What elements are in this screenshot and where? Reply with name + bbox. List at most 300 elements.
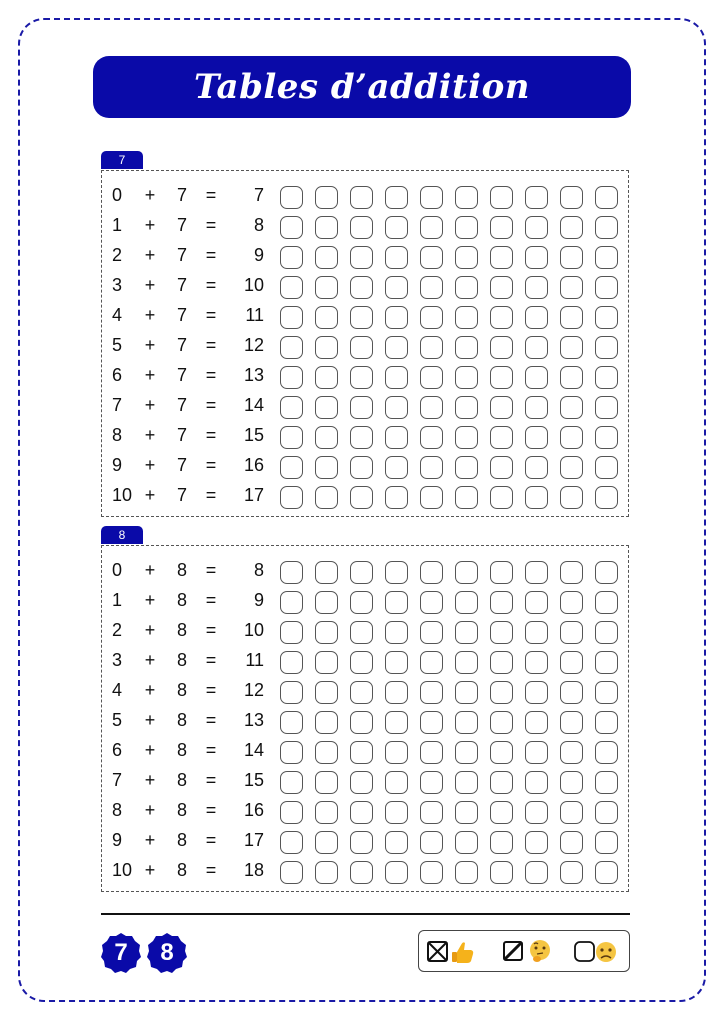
practice-box[interactable]: [280, 276, 303, 299]
practice-box[interactable]: [350, 396, 373, 419]
practice-box[interactable]: [315, 426, 338, 449]
practice-box[interactable]: [560, 276, 583, 299]
practice-box[interactable]: [420, 336, 443, 359]
practice-box[interactable]: [595, 306, 618, 329]
plus-sign: +: [144, 560, 156, 580]
practice-box[interactable]: [315, 561, 338, 584]
practice-box[interactable]: [280, 771, 303, 794]
practice-box[interactable]: [315, 801, 338, 824]
footer-divider: [101, 913, 630, 915]
practice-box[interactable]: [560, 681, 583, 704]
addend-b: 7: [176, 485, 187, 505]
practice-box[interactable]: [560, 621, 583, 644]
practice-box[interactable]: [420, 621, 443, 644]
practice-box[interactable]: [315, 711, 338, 734]
addend-b: 8: [176, 770, 187, 790]
practice-box[interactable]: [280, 651, 303, 674]
practice-box[interactable]: [595, 366, 618, 389]
practice-box[interactable]: [595, 741, 618, 764]
practice-box[interactable]: [595, 216, 618, 239]
sum-result: 11: [245, 650, 264, 670]
practice-box[interactable]: [490, 681, 513, 704]
practice-box[interactable]: [525, 621, 548, 644]
practice-box[interactable]: [490, 216, 513, 239]
sum-result: 14: [243, 740, 264, 760]
plus-sign: +: [144, 395, 156, 415]
practice-box[interactable]: [525, 771, 548, 794]
addend-a: 5: [112, 710, 123, 730]
practice-box[interactable]: [525, 486, 548, 509]
practice-box[interactable]: [490, 426, 513, 449]
practice-box[interactable]: [420, 591, 443, 614]
table-row: [102, 480, 628, 510]
practice-box[interactable]: [420, 861, 443, 884]
practice-box[interactable]: [455, 771, 478, 794]
practice-box[interactable]: [385, 591, 408, 614]
practice-box[interactable]: [455, 486, 478, 509]
practice-box[interactable]: [385, 711, 408, 734]
practice-box[interactable]: [525, 651, 548, 674]
practice-box[interactable]: [595, 681, 618, 704]
equals-sign: =: [205, 800, 217, 820]
practice-box[interactable]: [350, 801, 373, 824]
practice-box[interactable]: [560, 651, 583, 674]
plus-sign: +: [144, 215, 156, 235]
practice-box[interactable]: [560, 861, 583, 884]
practice-box[interactable]: [350, 831, 373, 854]
practice-box[interactable]: [350, 711, 373, 734]
practice-box[interactable]: [455, 711, 478, 734]
practice-box[interactable]: [350, 366, 373, 389]
practice-box[interactable]: [455, 621, 478, 644]
practice-box[interactable]: [455, 561, 478, 584]
plus-sign: +: [144, 245, 156, 265]
practice-box[interactable]: [385, 396, 408, 419]
practice-box[interactable]: [525, 306, 548, 329]
practice-box[interactable]: [525, 861, 548, 884]
practice-box[interactable]: [525, 456, 548, 479]
addend-b: 7: [176, 395, 187, 415]
practice-box[interactable]: [350, 426, 373, 449]
practice-box[interactable]: [525, 216, 548, 239]
practice-box[interactable]: [490, 336, 513, 359]
practice-box[interactable]: [490, 396, 513, 419]
sum-result: 14: [243, 395, 264, 415]
practice-box[interactable]: [420, 456, 443, 479]
addend-b: 8: [176, 830, 187, 850]
practice-box[interactable]: [455, 801, 478, 824]
practice-box[interactable]: [525, 711, 548, 734]
table-row: [102, 330, 628, 360]
practice-box[interactable]: [385, 276, 408, 299]
practice-box[interactable]: [560, 711, 583, 734]
practice-box[interactable]: [280, 861, 303, 884]
sad-face-icon: [596, 942, 616, 962]
practice-box[interactable]: [420, 366, 443, 389]
practice-box[interactable]: [455, 861, 478, 884]
addend-a: 8: [112, 800, 123, 820]
practice-box[interactable]: [420, 681, 443, 704]
practice-box[interactable]: [490, 801, 513, 824]
practice-box[interactable]: [280, 486, 303, 509]
sum-result: 8: [253, 215, 264, 235]
practice-box[interactable]: [385, 306, 408, 329]
equals-sign: =: [205, 560, 217, 580]
table-row: [102, 825, 628, 855]
practice-box[interactable]: [420, 741, 443, 764]
practice-box[interactable]: [560, 801, 583, 824]
practice-box[interactable]: [385, 456, 408, 479]
practice-box[interactable]: [280, 561, 303, 584]
practice-box[interactable]: [595, 621, 618, 644]
practice-box[interactable]: [315, 246, 338, 269]
practice-box[interactable]: [350, 246, 373, 269]
practice-box[interactable]: [525, 366, 548, 389]
practice-box[interactable]: [385, 486, 408, 509]
addend-b: 8: [176, 800, 187, 820]
practice-box[interactable]: [280, 591, 303, 614]
practice-box[interactable]: [420, 306, 443, 329]
practice-box[interactable]: [280, 246, 303, 269]
practice-box[interactable]: [455, 591, 478, 614]
practice-box[interactable]: [595, 831, 618, 854]
practice-box[interactable]: [350, 276, 373, 299]
practice-box[interactable]: [280, 366, 303, 389]
practice-box[interactable]: [595, 771, 618, 794]
practice-box[interactable]: [595, 561, 618, 584]
practice-box[interactable]: [315, 456, 338, 479]
practice-box[interactable]: [315, 861, 338, 884]
practice-box[interactable]: [385, 741, 408, 764]
plus-sign: +: [144, 860, 156, 880]
practice-box[interactable]: [420, 396, 443, 419]
practice-box[interactable]: [420, 711, 443, 734]
table-row: [102, 855, 628, 885]
practice-box[interactable]: [525, 741, 548, 764]
practice-box[interactable]: [385, 801, 408, 824]
practice-box[interactable]: [455, 831, 478, 854]
practice-box[interactable]: [595, 456, 618, 479]
practice-box[interactable]: [280, 831, 303, 854]
practice-box[interactable]: [350, 651, 373, 674]
practice-box[interactable]: [455, 396, 478, 419]
plus-sign: +: [144, 335, 156, 355]
equals-sign: =: [205, 395, 217, 415]
practice-box[interactable]: [560, 771, 583, 794]
practice-box[interactable]: [490, 861, 513, 884]
practice-box[interactable]: [385, 561, 408, 584]
addend-b: 8: [176, 740, 187, 760]
practice-box[interactable]: [315, 336, 338, 359]
practice-box[interactable]: [560, 486, 583, 509]
practice-box[interactable]: [385, 366, 408, 389]
practice-box[interactable]: [280, 396, 303, 419]
practice-box[interactable]: [420, 426, 443, 449]
equals-sign: =: [205, 650, 217, 670]
practice-box[interactable]: [525, 591, 548, 614]
practice-box[interactable]: [420, 651, 443, 674]
practice-box[interactable]: [525, 336, 548, 359]
addend-a: 9: [112, 830, 123, 850]
equals-sign: =: [205, 590, 217, 610]
practice-box[interactable]: [280, 801, 303, 824]
table-row: [102, 555, 628, 585]
practice-box[interactable]: [490, 486, 513, 509]
practice-box[interactable]: [595, 801, 618, 824]
addend-b: 7: [176, 245, 187, 265]
equals-sign: =: [205, 425, 217, 445]
practice-box[interactable]: [385, 651, 408, 674]
practice-box[interactable]: [315, 681, 338, 704]
practice-box[interactable]: [420, 246, 443, 269]
practice-box[interactable]: [560, 306, 583, 329]
practice-box[interactable]: [490, 651, 513, 674]
practice-box[interactable]: [560, 456, 583, 479]
practice-box[interactable]: [385, 336, 408, 359]
table-row: [102, 270, 628, 300]
badge-8: [146, 932, 188, 974]
practice-box[interactable]: [560, 741, 583, 764]
practice-box[interactable]: [315, 831, 338, 854]
practice-box[interactable]: [315, 771, 338, 794]
practice-box[interactable]: [595, 186, 618, 209]
page-title: Tables d’addition: [194, 67, 530, 107]
practice-box[interactable]: [455, 216, 478, 239]
addend-a: 0: [112, 185, 123, 205]
practice-box[interactable]: [490, 456, 513, 479]
crossed-box-icon: [428, 942, 447, 961]
practice-box[interactable]: [315, 591, 338, 614]
practice-box[interactable]: [350, 216, 373, 239]
addend-a: 4: [112, 680, 123, 700]
practice-box[interactable]: [525, 681, 548, 704]
practice-box[interactable]: [420, 831, 443, 854]
practice-box[interactable]: [385, 831, 408, 854]
practice-box[interactable]: [280, 681, 303, 704]
sum-result: 16: [243, 455, 264, 475]
practice-box[interactable]: [315, 276, 338, 299]
practice-box[interactable]: [455, 186, 478, 209]
table-row: [102, 585, 628, 615]
practice-box[interactable]: [385, 681, 408, 704]
practice-box[interactable]: [560, 831, 583, 854]
practice-box[interactable]: [490, 741, 513, 764]
practice-box[interactable]: [455, 741, 478, 764]
practice-box[interactable]: [420, 186, 443, 209]
practice-box[interactable]: [280, 741, 303, 764]
practice-box[interactable]: [490, 186, 513, 209]
addend-b: 8: [176, 710, 187, 730]
practice-box[interactable]: [455, 276, 478, 299]
practice-box[interactable]: [490, 306, 513, 329]
practice-box[interactable]: [280, 621, 303, 644]
practice-box[interactable]: [350, 681, 373, 704]
practice-box[interactable]: [490, 831, 513, 854]
practice-box[interactable]: [560, 246, 583, 269]
practice-box[interactable]: [315, 741, 338, 764]
equals-sign: =: [205, 770, 217, 790]
practice-box[interactable]: [595, 336, 618, 359]
practice-box[interactable]: [560, 366, 583, 389]
practice-box[interactable]: [315, 486, 338, 509]
thinking-face-icon: [530, 940, 550, 962]
addend-a: 8: [112, 425, 123, 445]
practice-box[interactable]: [315, 186, 338, 209]
practice-box[interactable]: [490, 246, 513, 269]
practice-box[interactable]: [455, 366, 478, 389]
practice-box[interactable]: [595, 276, 618, 299]
equals-sign: =: [205, 455, 217, 475]
practice-box[interactable]: [315, 216, 338, 239]
addend-b: 7: [176, 275, 187, 295]
practice-box[interactable]: [280, 336, 303, 359]
practice-box[interactable]: [490, 561, 513, 584]
practice-box[interactable]: [455, 246, 478, 269]
practice-box[interactable]: [525, 246, 548, 269]
practice-box[interactable]: [420, 771, 443, 794]
practice-box[interactable]: [280, 186, 303, 209]
table-row: [102, 420, 628, 450]
practice-box[interactable]: [455, 426, 478, 449]
practice-box[interactable]: [420, 216, 443, 239]
practice-box[interactable]: [455, 336, 478, 359]
practice-box[interactable]: [560, 426, 583, 449]
practice-box[interactable]: [525, 186, 548, 209]
practice-box[interactable]: [595, 861, 618, 884]
sum-result: 18: [243, 860, 264, 880]
practice-box[interactable]: [385, 861, 408, 884]
practice-box[interactable]: [490, 621, 513, 644]
addend-b: 8: [176, 650, 187, 670]
practice-box[interactable]: [560, 591, 583, 614]
practice-box[interactable]: [385, 621, 408, 644]
practice-box[interactable]: [595, 711, 618, 734]
sum-result: 13: [243, 365, 264, 385]
plus-sign: +: [144, 710, 156, 730]
practice-box[interactable]: [350, 306, 373, 329]
practice-box[interactable]: [455, 681, 478, 704]
practice-box[interactable]: [315, 306, 338, 329]
practice-box[interactable]: [315, 396, 338, 419]
plus-sign: +: [144, 740, 156, 760]
practice-box[interactable]: [455, 456, 478, 479]
practice-box[interactable]: [595, 651, 618, 674]
practice-box[interactable]: [595, 591, 618, 614]
practice-box[interactable]: [350, 771, 373, 794]
equals-sign: =: [205, 305, 217, 325]
practice-box[interactable]: [490, 276, 513, 299]
practice-box[interactable]: [525, 276, 548, 299]
table-row: [102, 180, 628, 210]
addend-a: 7: [112, 770, 123, 790]
practice-box[interactable]: [560, 186, 583, 209]
addend-a: 3: [112, 650, 123, 670]
practice-box[interactable]: [525, 801, 548, 824]
table-row: [102, 765, 628, 795]
practice-box[interactable]: [350, 486, 373, 509]
practice-box[interactable]: [420, 801, 443, 824]
addition-table-7: [101, 170, 629, 517]
table-row: [102, 450, 628, 480]
practice-box[interactable]: [385, 426, 408, 449]
practice-box[interactable]: [350, 591, 373, 614]
practice-box[interactable]: [560, 396, 583, 419]
practice-box[interactable]: [350, 741, 373, 764]
practice-box[interactable]: [420, 486, 443, 509]
practice-box[interactable]: [490, 711, 513, 734]
practice-box[interactable]: [350, 186, 373, 209]
practice-box[interactable]: [525, 831, 548, 854]
table-tab-label: 7: [118, 153, 126, 167]
practice-box[interactable]: [595, 486, 618, 509]
practice-box[interactable]: [525, 561, 548, 584]
badge-7: [100, 932, 142, 974]
practice-box[interactable]: [455, 651, 478, 674]
plus-sign: +: [144, 365, 156, 385]
addend-a: 0: [112, 560, 123, 580]
practice-box[interactable]: [385, 216, 408, 239]
practice-box[interactable]: [280, 456, 303, 479]
practice-box[interactable]: [490, 771, 513, 794]
practice-box[interactable]: [280, 426, 303, 449]
practice-box[interactable]: [350, 456, 373, 479]
practice-box[interactable]: [525, 426, 548, 449]
practice-box[interactable]: [350, 861, 373, 884]
equals-sign: =: [205, 245, 217, 265]
practice-box[interactable]: [315, 621, 338, 644]
practice-box[interactable]: [560, 561, 583, 584]
practice-box[interactable]: [385, 246, 408, 269]
practice-box[interactable]: [595, 396, 618, 419]
practice-box[interactable]: [350, 621, 373, 644]
practice-box[interactable]: [420, 276, 443, 299]
addend-a: 10: [112, 860, 133, 880]
empty-box-icon: [575, 942, 594, 961]
practice-box[interactable]: [455, 306, 478, 329]
practice-box[interactable]: [385, 186, 408, 209]
practice-box[interactable]: [280, 711, 303, 734]
practice-box[interactable]: [350, 561, 373, 584]
practice-box[interactable]: [385, 771, 408, 794]
practice-box[interactable]: [560, 216, 583, 239]
sum-result: 12: [243, 335, 264, 355]
practice-box[interactable]: [595, 246, 618, 269]
practice-box[interactable]: [490, 591, 513, 614]
equals-sign: =: [205, 830, 217, 850]
addend-b: 7: [176, 185, 187, 205]
practice-box[interactable]: [280, 216, 303, 239]
practice-box[interactable]: [560, 336, 583, 359]
practice-box[interactable]: [315, 651, 338, 674]
addend-a: 1: [112, 215, 123, 235]
practice-box[interactable]: [420, 561, 443, 584]
table-row: [102, 675, 628, 705]
practice-box[interactable]: [350, 336, 373, 359]
plus-sign: +: [144, 275, 156, 295]
practice-box[interactable]: [525, 396, 548, 419]
practice-box[interactable]: [315, 366, 338, 389]
practice-box[interactable]: [490, 366, 513, 389]
practice-box[interactable]: [280, 306, 303, 329]
table-row: [102, 735, 628, 765]
addend-a: 6: [112, 365, 123, 385]
addend-a: 4: [112, 305, 123, 325]
practice-box[interactable]: [595, 426, 618, 449]
plus-sign: +: [144, 590, 156, 610]
equals-sign: =: [205, 620, 217, 640]
sum-result: 16: [243, 800, 264, 820]
plus-sign: +: [144, 620, 156, 640]
